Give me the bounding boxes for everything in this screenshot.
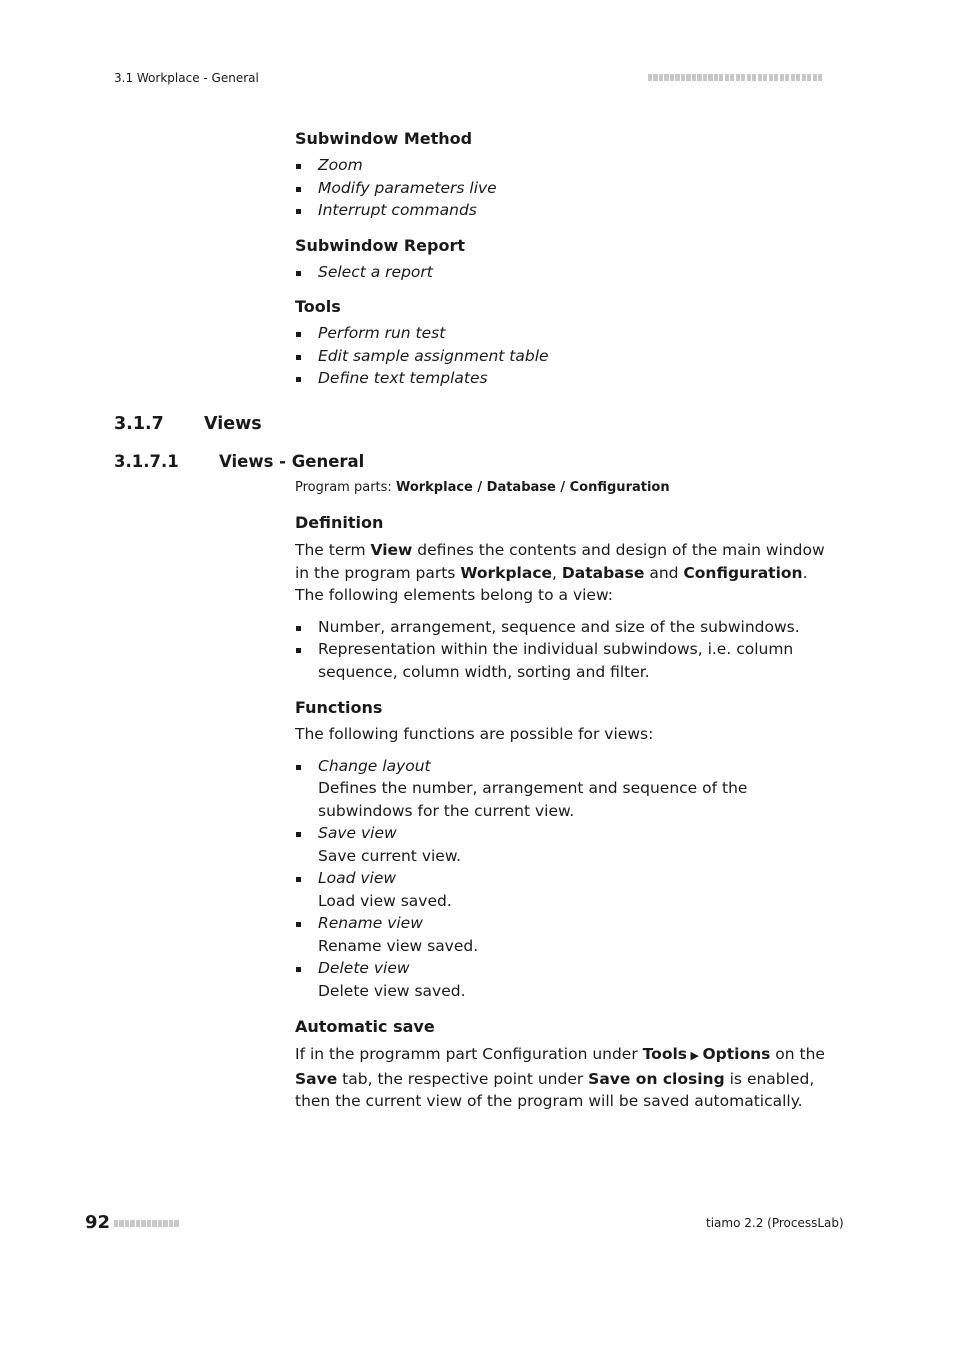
section-heading-views <box>114 414 262 434</box>
list-item: Select a report <box>295 261 835 284</box>
function-name: Save view <box>318 824 397 842</box>
list-item <box>295 957 835 1002</box>
text: on the <box>770 1045 825 1063</box>
menu-tools: Tools <box>642 1045 688 1063</box>
functions-intro: The following functions are possible for views: <box>295 725 654 743</box>
definition-paragraph <box>295 539 835 607</box>
function-desc: Save current view. <box>318 846 462 865</box>
functions-list <box>295 755 835 1003</box>
term-view: View <box>370 541 413 559</box>
term-configuration: Configuration <box>683 563 803 582</box>
list-item <box>295 912 835 957</box>
subwindow-report-heading: Subwindow Report <box>295 235 465 255</box>
text: , <box>552 563 562 582</box>
list-item <box>295 867 835 912</box>
program-parts-value: Workplace / Database / Configuration <box>395 480 670 495</box>
functions-heading: Functions <box>295 698 383 717</box>
section-number: 3.1.7 <box>114 414 164 434</box>
definition-heading: Definition <box>295 513 384 532</box>
subwindow-method-heading: Subwindow Method <box>295 129 473 148</box>
function-desc: Delete view saved. <box>318 981 466 1000</box>
list-item <box>295 822 835 867</box>
text: defines the contents and design of the main window in the program parts <box>295 541 825 582</box>
function-desc: Rename view saved. <box>318 936 479 955</box>
automatic-save-heading: Automatic save <box>295 1017 435 1036</box>
list-item: Edit sample assignment table <box>295 345 835 368</box>
tools-list <box>295 322 835 390</box>
running-header: 3.1 Workplace - General <box>114 71 259 85</box>
tools-heading: Tools <box>295 297 341 316</box>
upper-content <box>295 127 835 390</box>
function-name: Delete view <box>318 959 410 977</box>
function-desc: Defines the number, arrangement and sequence of the subwindows for the current view. <box>318 779 748 820</box>
section-number: 3.1.7.1 <box>114 452 179 471</box>
program-parts-label: Program parts: <box>295 480 396 495</box>
text: If in the programm part Configuration under <box>295 1045 643 1063</box>
product-name: tiamo 2.2 (ProcessLab) <box>706 1216 844 1230</box>
function-name: Rename view <box>318 914 423 932</box>
function-name: Change layout <box>318 756 431 775</box>
list-item: Perform run test <box>295 322 835 345</box>
lower-content <box>295 511 835 1113</box>
list-item: Zoom <box>295 154 835 177</box>
footer-decoration <box>114 1220 180 1239</box>
menu-options: Options <box>702 1045 771 1063</box>
text: is enabled, then the current view of the program will be saved automatically. <box>295 1069 815 1110</box>
list-item: Representation within the individual subwindows, i.e. column sequence, column width, sorting and filter. <box>295 638 835 683</box>
text: The term <box>295 541 371 559</box>
page-number: 92 <box>85 1212 111 1233</box>
term-database: Database <box>561 563 645 582</box>
text: . The following elements belong to a view: <box>295 563 808 604</box>
section-heading-views-general <box>114 452 364 471</box>
section-title: Views - General <box>219 452 365 471</box>
automatic-save-paragraph <box>295 1043 835 1113</box>
arrow-right-icon: ▶ <box>687 1049 703 1062</box>
option-save-on-closing: Save on closing <box>588 1069 725 1088</box>
function-desc: Load view saved. <box>318 891 452 910</box>
term-workplace: Workplace <box>460 563 553 582</box>
header-decoration <box>648 74 824 93</box>
list-item: Number, arrangement, sequence and size of the subwindows. <box>295 616 835 639</box>
subwindow-report-list <box>295 261 835 284</box>
subwindow-method-list <box>295 154 835 222</box>
list-item: Define text templates <box>295 367 835 390</box>
list-item: Interrupt commands <box>295 199 835 222</box>
list-item <box>295 755 835 823</box>
tab-save: Save <box>295 1069 338 1088</box>
text: tab, the respective point under <box>337 1069 589 1088</box>
definition-list <box>295 616 835 684</box>
function-name: Load view <box>318 869 397 887</box>
program-parts <box>295 480 670 495</box>
list-item: Modify parameters live <box>295 177 835 200</box>
text: and <box>644 563 684 582</box>
section-title: Views <box>204 414 262 434</box>
